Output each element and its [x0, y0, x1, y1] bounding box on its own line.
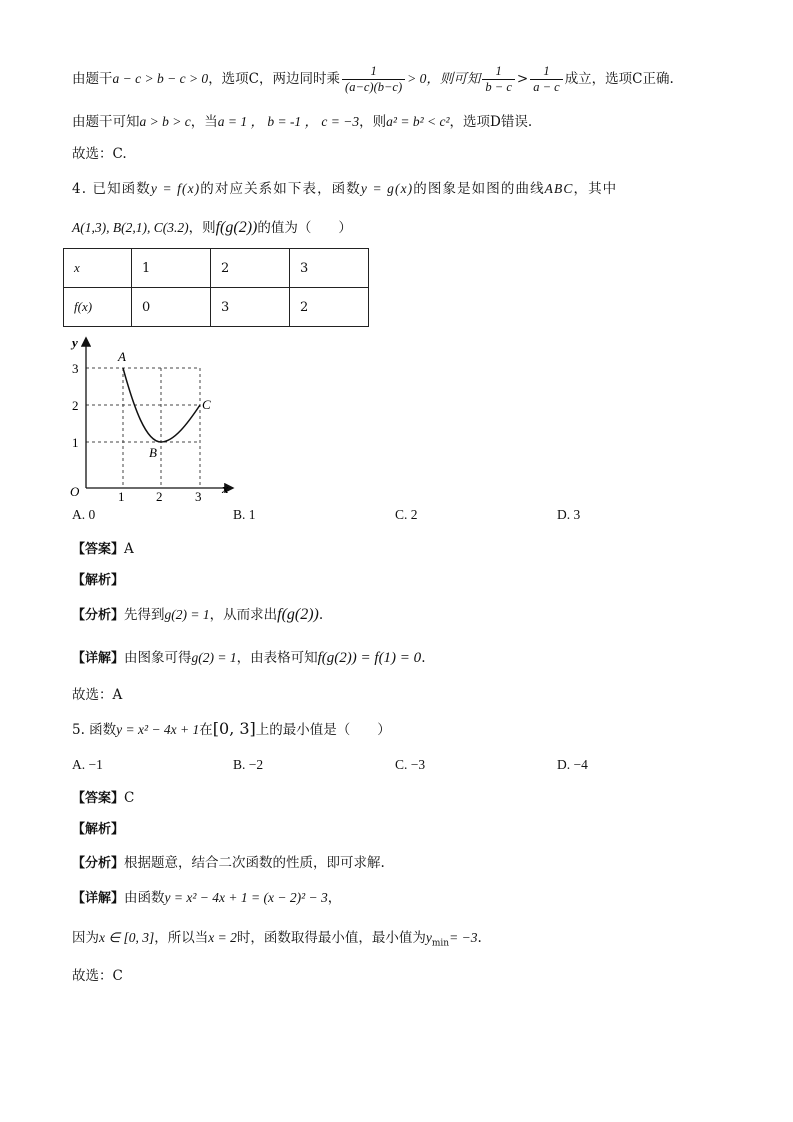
x-tick-label: 1	[118, 489, 125, 503]
q4-stem-line-1: 4. 已知函数y = f(x)的对应关系如下表，函数y = g(x)的图象是如图的曲线ABC，其中	[72, 181, 618, 197]
q3-line-2: 由题干可知a > b > c，当a = 1 ， b = -1 ， c = −3，则a² = b² < c²，选项D错误.	[72, 114, 533, 130]
q4-answer: 【答案】A	[72, 541, 134, 557]
q4-xiangjie: 【详解】由图象可得g(2) = 1，由表格可知f(g(2)) = f(1) = 0.	[72, 650, 426, 666]
table-row	[64, 288, 369, 327]
q5-analysis-tag: 【解析】	[72, 822, 125, 837]
point-label-b: B	[149, 445, 157, 460]
table-cell: x	[64, 249, 132, 288]
option-a: A. −1	[72, 757, 103, 772]
point-label-a: A	[118, 349, 126, 364]
q4-stem-line-2: A(1,3), B(2,1), C(3.2)，则f(g(2))的值为（ ）	[72, 219, 352, 236]
y-tick-label: 1	[72, 435, 79, 450]
y-axis-label: y	[72, 335, 78, 350]
q5-final: 故选：C	[72, 968, 123, 984]
q5-answer: 【答案】C	[72, 790, 135, 806]
table-cell: 0	[132, 288, 211, 327]
fraction: $\frac{1}{b - c}$	[482, 64, 514, 95]
q5-stem: 5. 函数y = x² − 4x + 1在[0, 3]上的最小值是（ ）	[72, 719, 391, 738]
q4-final: 故选：A	[72, 687, 123, 703]
option-b: B. 1	[233, 507, 256, 522]
y-tick-label: 2	[72, 398, 79, 413]
x-axis-label: x	[222, 481, 229, 496]
table-cell: f(x)	[64, 288, 132, 327]
math-ineq: a − c > b − c > 0	[112, 71, 209, 86]
y-tick-label: 3	[72, 361, 79, 376]
option-d: D. 3	[557, 507, 581, 522]
option-c: C. −3	[395, 757, 426, 772]
table-cell: 1	[132, 249, 211, 288]
curve-graph	[62, 333, 242, 503]
option-a: A. 0	[72, 507, 96, 522]
q5-xiangjie: 【详解】由函数y = x² − 4x + 1 = (x − 2)² − 3，	[72, 890, 342, 906]
q4-analysis-tag: 【解析】	[72, 573, 125, 588]
option-c: C. 2	[395, 507, 418, 522]
x-tick-label: 2	[156, 489, 163, 503]
option-d: D. −4	[557, 757, 588, 772]
point-label-c: C	[202, 397, 211, 412]
fraction: $\frac{1}{a - c}$	[530, 64, 562, 95]
q5-reasoning: 因为x ∈ [0, 3]，所以当x = 2时，函数取得最小值，最小值为$y_{min}= -3$.	[72, 930, 482, 949]
q3-line-1: 由题干a − c > b − c > 0，选项C，两边同时乘 $\frac{1}{(a-c)(b-c)}$ > 0，则可知 $\frac{1}{b - c}$ > $\frac{1}{a - c}$ 成立，选项C正确.	[72, 64, 674, 94]
table-cell: 2	[290, 288, 369, 327]
table-row	[64, 249, 369, 288]
table-cell: 3	[211, 288, 290, 327]
x-tick-label: 3	[195, 489, 202, 503]
q5-fenxi: 【分析】根据题意，结合二次函数的性质，即可求解.	[72, 855, 385, 871]
origin-label: O	[70, 484, 80, 499]
option-b: B. −2	[233, 757, 264, 772]
q4-fenxi: 【分析】先得到g(2) = 1，从而求出f(g(2)).	[72, 606, 324, 623]
function-table	[63, 248, 369, 327]
q3-answer: 故选：C.	[72, 146, 127, 162]
table-cell: 2	[211, 249, 290, 288]
table-cell: 3	[290, 249, 369, 288]
fraction: $\frac{1}{(a-c)(b-c)}$	[342, 64, 405, 95]
